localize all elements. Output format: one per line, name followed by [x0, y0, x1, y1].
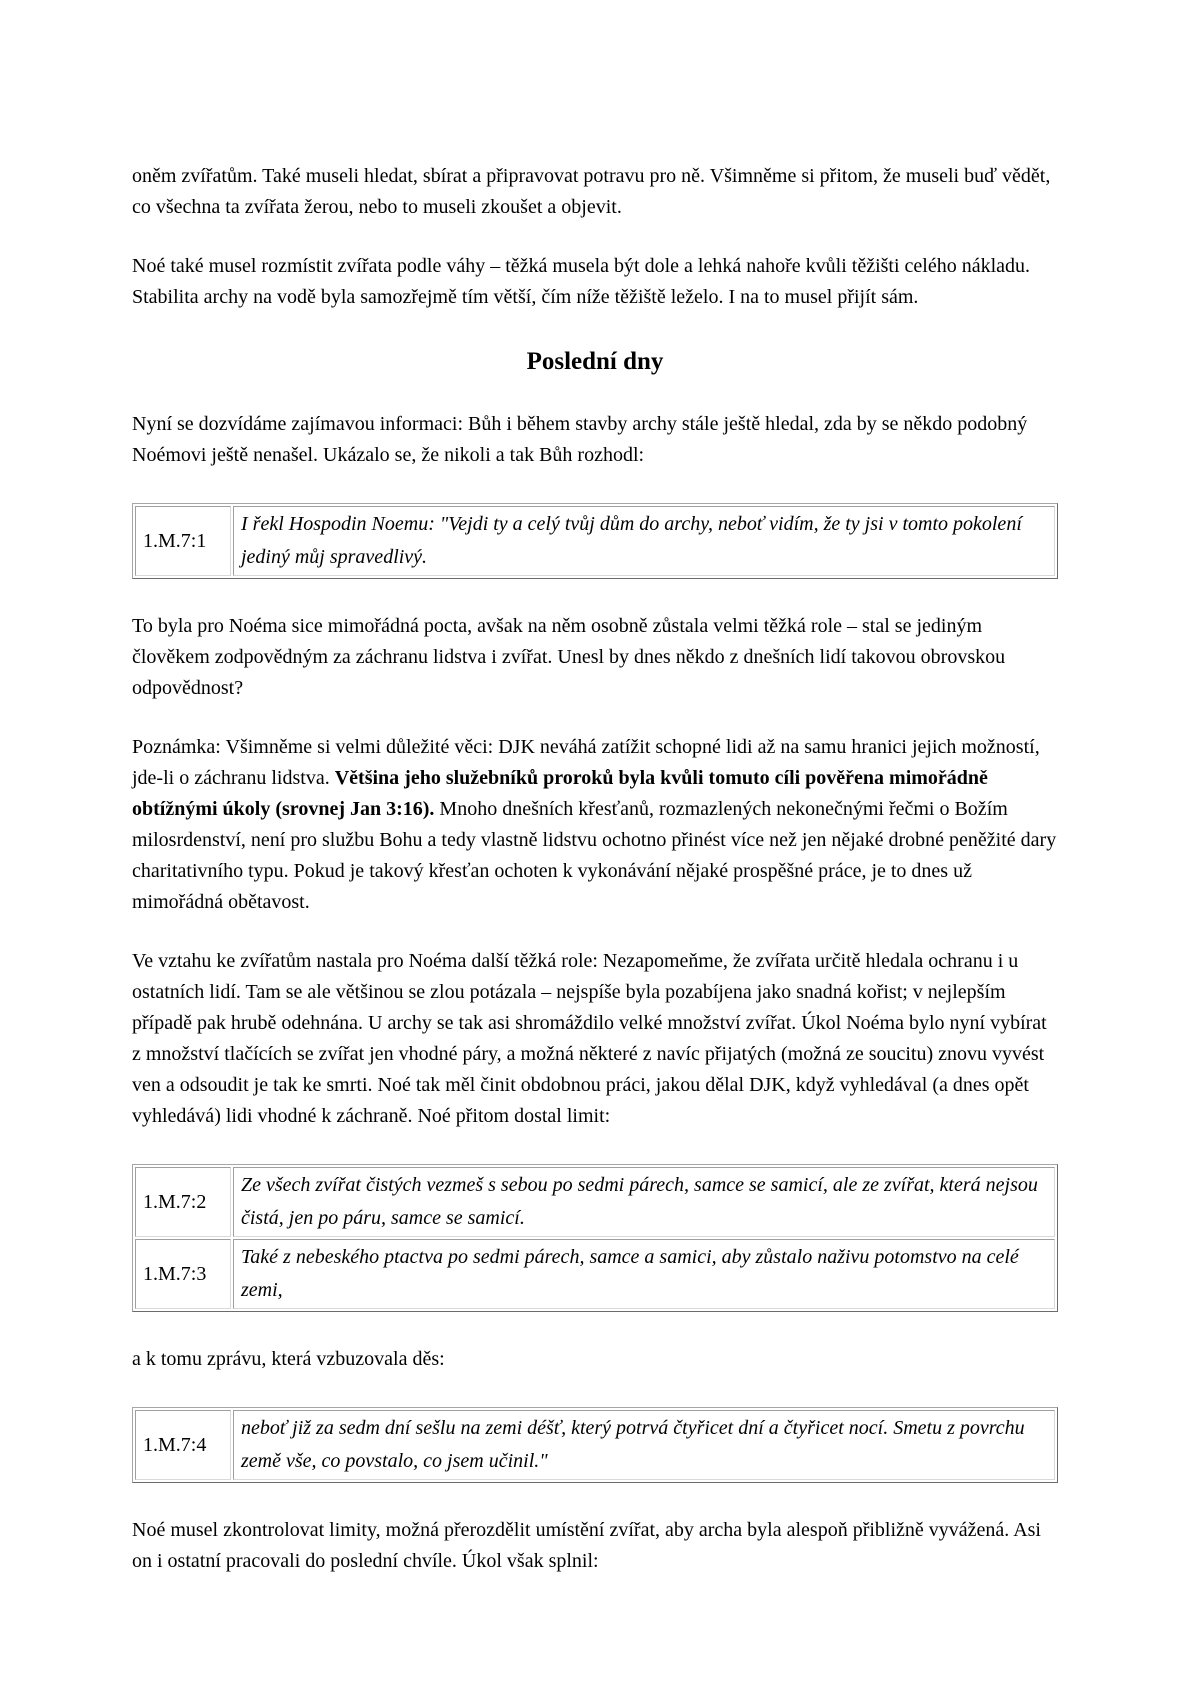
- verse-table-1: [132, 503, 1058, 579]
- section-heading-last-days: Poslední dny: [526, 348, 664, 375]
- paragraph-final-check: Noé musel zkontrolovat limity, možná přerozdělit umístění zvířat, aby archa byla alespoň přibližně vyvážená. Asi on i ostatní pracovali do poslední chvíle. Úkol však splnil:: [132, 1519, 1041, 1572]
- note-lead-text: Poznámka: Všimněme si velmi důležité věci: DJK neváhá zatížit schopné lidi až na samu hranici jejich možností, jde-li o záchranu lidstva.: [132, 736, 1040, 789]
- note-bold-emphasis: Většina jeho služebníků proroků byla kvůli tomuto cíli pověřena mimořádně obtížnými úkoly (srovnej Jan 3:16).: [132, 767, 988, 820]
- verse-text-cell: I řekl Hospodin Noemu: "Vejdi ty a celý tvůj dům do archy, neboť vidím, že ty jsi v tomto pokolení jediný můj spravedlivý.: [233, 506, 1055, 576]
- verse-row: [135, 1410, 1055, 1480]
- verse-table-2: [132, 1164, 1058, 1312]
- verse-ref-cell: 1.M.7:3: [135, 1239, 231, 1309]
- paragraph-animals-selection: Ve vztahu ke zvířatům nastala pro Noéma další těžká role: Nezapomeňme, že zvířata určitě hledala ochranu i u ostatních lidí. Tam se ale většinou se zlou potázala – nejspíše byla pozabíjena jako snadná kořist; v nejlepším případě pak hrubě odehnána. U archy se tak asi shromáždilo velké množství zvířat. Úkol Noéma bylo nyní vybírat z množství tlačících se zvířat jen vhodné páry, a možná některé z navíc přijatých (možná ze soucitu) znovu vyvést ven a odsoudit je tak ke smrti. Noé tak měl činit obdobnou práci, jakou dělal DJK, když vyhledával (a dnes opět vyhledává) lidi vhodné k záchraně. Noé přitom dostal limit:: [132, 950, 1047, 1127]
- note-tail-text: Mnoho dnešních křesťanů, rozmazlených nekonečnými řečmi o Božím milosrdenství, není pro službu Bohu a tedy vlastně lidstvu ochotno přinést více než jen nějaké drobné peněžité dary charitativního typu. Pokud je takový křesťan ochoten k vykonávání nějaké prospěšné práce, je to dnes už mimořádná obětavost.: [132, 798, 1057, 913]
- verse-ref-cell: 1.M.7:1: [135, 506, 231, 576]
- paragraph-weight-distribution: Noé také musel rozmístit zvířata podle váhy – těžká musela být dole a lehká nahoře kvůli těžišti celého nákladu. Stabilita archy na vodě byla samozřejmě tím větší, čím níže těžiště leželo. I na to musel přijít sám.: [132, 255, 1031, 308]
- document-page: [132, 0, 1058, 1665]
- verse-table-3: [132, 1407, 1058, 1483]
- verse-text-cell: neboť již za sedm dní sešlu na zemi déšť, který potrvá čtyřicet dní a čtyřicet nocí. Smetu z povrchu země vše, co povstalo, co jsem učinil.": [233, 1410, 1055, 1480]
- paragraph-noah-responsibility: To byla pro Noéma sice mimořádná pocta, avšak na něm osobně zůstala velmi těžká role – stal se jediným člověkem zodpovědným za záchranu lidstva i zvířat. Unesl by dnes někdo z dnešních lidí takovou obrovskou odpovědnost?: [132, 615, 1006, 699]
- paragraph-note-djk: [132, 732, 1058, 918]
- paragraph-dread-message-intro: a k tomu zprávu, která vzbuzovala děs:: [132, 1348, 445, 1370]
- paragraph-god-still-searching: Nyní se dozvídáme zajímavou informaci: Bůh i během stavby archy stále ještě hledal, zda by se někdo podobný Noémovi ještě nenašel. Ukázalo se, že nikoli a tak Bůh rozhodl:: [132, 413, 1028, 466]
- paragraph-food-gathering: oněm zvířatům. Také museli hledat, sbírat a připravovat potravu pro ně. Všimněme si přitom, že museli buď vědět, co všechna ta zvířata žerou, nebo to museli zkoušet a objevit.: [132, 165, 1051, 218]
- verse-text-cell: Také z nebeského ptactva po sedmi párech, samce a samici, aby zůstalo naživu potomstvo na celé zemi,: [233, 1239, 1055, 1309]
- verse-row: [135, 1239, 1055, 1309]
- verse-ref-cell: 1.M.7:2: [135, 1167, 231, 1237]
- verse-row: [135, 506, 1055, 576]
- verse-text-cell: Ze všech zvířat čistých vezmeš s sebou po sedmi párech, samce se samicí, ale ze zvířat, která nejsou čistá, jen po páru, samce se samicí.: [233, 1167, 1055, 1237]
- verse-row: [135, 1167, 1055, 1237]
- verse-ref-cell: 1.M.7:4: [135, 1410, 231, 1480]
